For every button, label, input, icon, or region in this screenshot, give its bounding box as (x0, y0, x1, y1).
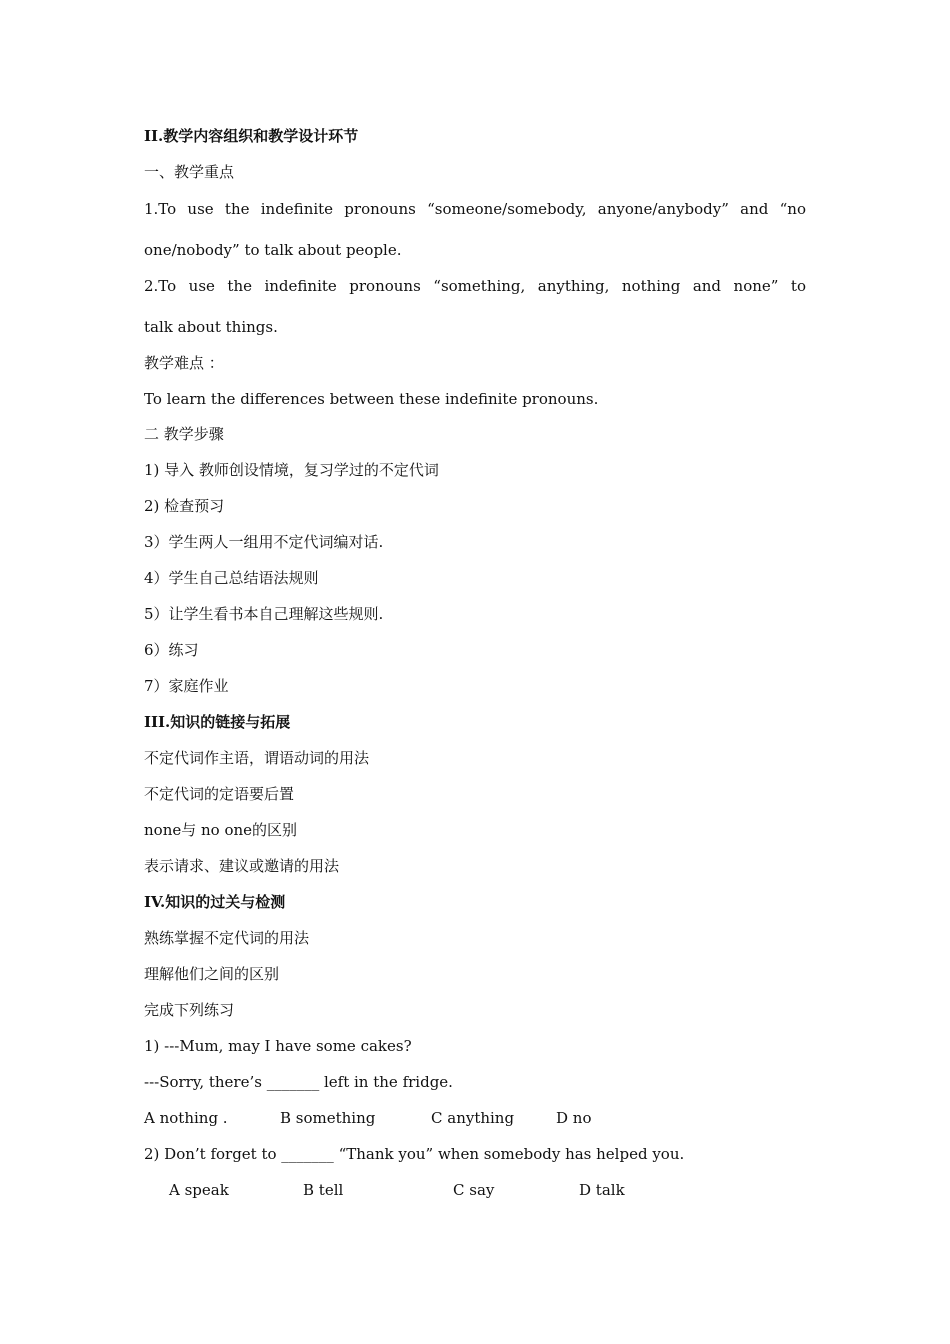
difficulty-heading: 教学难点 ： (144, 354, 224, 372)
section4-item: 完成下列练习 (144, 1001, 235, 1019)
q1-option-d: D no (556, 1109, 592, 1127)
q2-option-a: A speak (169, 1181, 229, 1199)
step-item: 4）学生自己总结语法规则 (144, 569, 319, 587)
q2-option-c: C say (453, 1181, 495, 1199)
steps-heading: 二 教学步骤 (144, 425, 224, 443)
section4-item: 理解他们之间的区别 (144, 965, 280, 983)
section4-title: IV.知识的过关与检测 (144, 893, 286, 911)
step-item: 3）学生两人一组用不定代词编对话. (144, 533, 384, 551)
step-item: 6）练习 (144, 641, 199, 659)
focus-item1-line1: 1.To use the indefinite pronouns “someone/somebody, anyone/anybody” and “no (144, 200, 806, 218)
q1-option-a: A nothing . (144, 1109, 228, 1127)
question1-prompt: 1) ---Mum, may I have some cakes? (144, 1037, 412, 1055)
step-item: 7）家庭作业 (144, 677, 229, 695)
q1-option-b: B something (280, 1109, 376, 1127)
q1-option-c: C anything (431, 1109, 515, 1127)
section3-title: III.知识的链接与拓展 (144, 713, 291, 731)
focus-heading: 一、教学重点 (144, 163, 235, 181)
question1-blank-line: ---Sorry, there’s _______ left in the fridge. (144, 1073, 453, 1091)
question2-prompt: 2) Don’t forget to _______ “Thank you” when somebody has helped you. (144, 1145, 685, 1163)
step-item: 2) 检查预习 (144, 497, 225, 515)
q2-option-b: B tell (303, 1181, 344, 1199)
q2-option-d: D talk (579, 1181, 625, 1199)
section2-title: II.教学内容组织和教学设计环节 (144, 127, 359, 145)
difficulty-text: To learn the differences between these indefinite pronouns. (144, 390, 599, 408)
step-item: 5）让学生看书本自己理解这些规则. (144, 605, 384, 623)
section3-item: 不定代词的定语要后置 (144, 785, 295, 803)
focus-item1-line2: one/nobody” to talk about people. (144, 241, 402, 259)
section3-item: none与 no one的区别 (144, 821, 298, 839)
focus-item2-line1: 2.To use the indefinite pronouns “something, anything, nothing and none” to (144, 277, 806, 295)
focus-item2-line2: talk about things. (144, 318, 278, 336)
step-item: 1) 导入 教师创设情境，复习学过的不定代词 (144, 461, 439, 479)
section4-item: 熟练掌握不定代词的用法 (144, 929, 310, 947)
section3-item: 不定代词作主语，谓语动词的用法 (144, 749, 370, 767)
section3-item: 表示请求、建议或邀请的用法 (144, 857, 340, 875)
